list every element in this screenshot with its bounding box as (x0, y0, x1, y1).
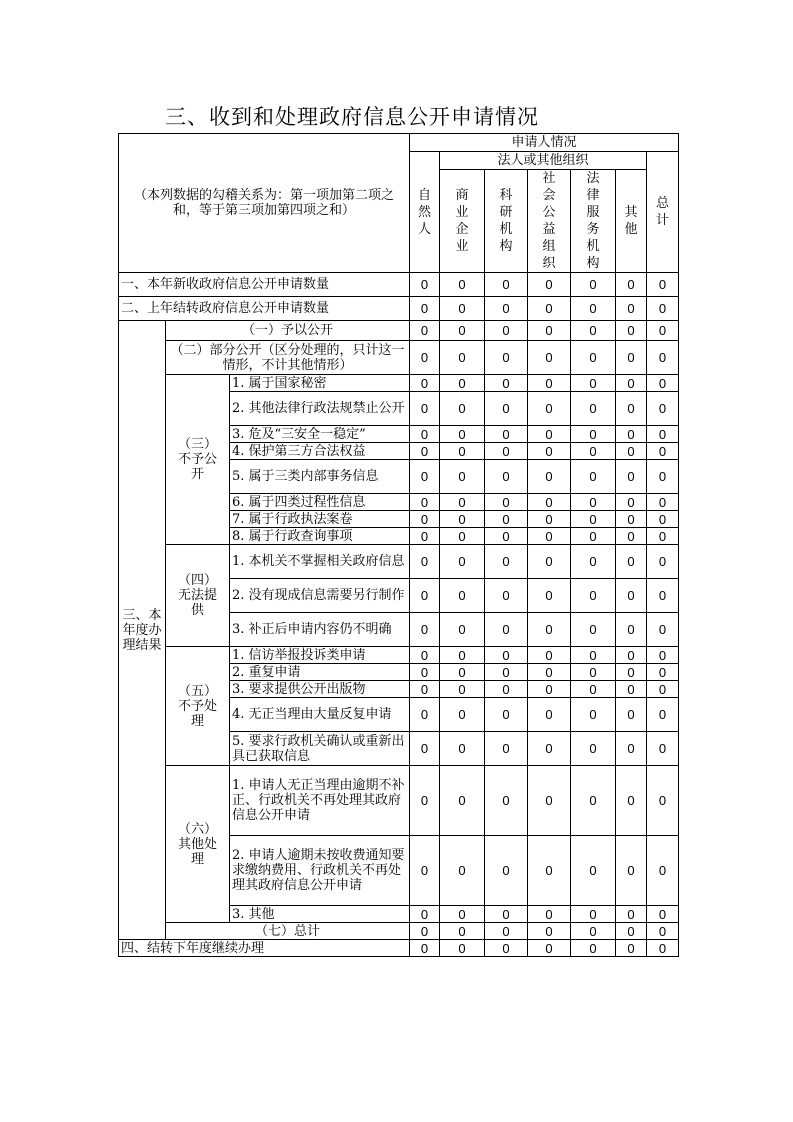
row-label: 5. 要求行政机关确认或重新出具已获取信息 (230, 732, 410, 766)
value-cell: 0 (647, 940, 679, 957)
value-cell: 0 (410, 273, 440, 297)
value-cell: 0 (528, 647, 571, 664)
value-cell: 0 (410, 426, 440, 443)
value-cell: 0 (410, 321, 440, 341)
value-cell: 0 (410, 613, 440, 647)
value-cell: 0 (485, 940, 528, 957)
header-col-natural: 自 然 人 (410, 152, 440, 273)
value-cell: 0 (616, 443, 647, 460)
value-cell: 0 (440, 836, 485, 906)
value-cell: 0 (410, 392, 440, 426)
value-cell: 0 (440, 460, 485, 494)
row-label: 3. 其他 (230, 906, 410, 923)
value-cell: 0 (616, 321, 647, 341)
value-cell: 0 (485, 836, 528, 906)
value-cell: 0 (647, 443, 679, 460)
value-cell: 0 (410, 940, 440, 957)
group-label: （四）无法提供 (166, 545, 230, 647)
value-cell: 0 (616, 375, 647, 392)
value-cell: 0 (616, 836, 647, 906)
value-cell: 0 (410, 545, 440, 579)
page-title: 三、收到和处理政府信息公开申请情况 (165, 105, 539, 129)
value-cell: 0 (571, 273, 616, 297)
row-label: 8. 属于行政查询事项 (230, 528, 410, 545)
value-cell: 0 (440, 375, 485, 392)
value-cell: 0 (647, 297, 679, 321)
value-cell: 0 (616, 613, 647, 647)
row-label: 1. 本机关不掌握相关政府信息 (230, 545, 410, 579)
value-cell: 0 (647, 664, 679, 681)
value-cell: 0 (528, 664, 571, 681)
value-cell: 0 (528, 297, 571, 321)
value-cell: 0 (485, 443, 528, 460)
table-row (119, 647, 679, 664)
value-cell: 0 (410, 836, 440, 906)
value-cell: 0 (410, 375, 440, 392)
value-cell: 0 (647, 923, 679, 940)
value-cell: 0 (616, 545, 647, 579)
value-cell: 0 (571, 443, 616, 460)
value-cell: 0 (410, 923, 440, 940)
value-cell: 0 (528, 613, 571, 647)
value-cell: 0 (410, 906, 440, 923)
table-row (119, 766, 679, 836)
row-label: 2. 重复申请 (230, 664, 410, 681)
value-cell: 0 (440, 494, 485, 511)
header-applicant-situation: 申请人情况 (410, 134, 679, 152)
value-cell: 0 (528, 375, 571, 392)
value-cell: 0 (616, 494, 647, 511)
value-cell: 0 (410, 297, 440, 321)
value-cell: 0 (571, 511, 616, 528)
value-cell: 0 (410, 681, 440, 698)
value-cell: 0 (647, 732, 679, 766)
value-cell: 0 (410, 443, 440, 460)
value-cell: 0 (528, 341, 571, 375)
value-cell: 0 (485, 321, 528, 341)
row-label: 二、上年结转政府信息公开申请数量 (119, 297, 410, 321)
table-row (119, 375, 679, 392)
value-cell: 0 (440, 273, 485, 297)
value-cell: 0 (647, 836, 679, 906)
applications-table (118, 133, 679, 957)
row-label: 四、结转下年度继续办理 (119, 940, 410, 957)
value-cell: 0 (528, 906, 571, 923)
value-cell: 0 (410, 341, 440, 375)
value-cell: 0 (440, 341, 485, 375)
row-label: 3. 补正后申请内容仍不明确 (230, 613, 410, 647)
value-cell: 0 (485, 494, 528, 511)
group-label: （六）其他处理 (166, 766, 230, 923)
header-col-total: 总 计 (647, 152, 679, 273)
row-label: 1. 申请人无正当理由逾期不补正、行政机关不再处理其政府信息公开申请 (230, 766, 410, 836)
value-cell: 0 (528, 940, 571, 957)
table-row (119, 341, 679, 375)
value-cell: 0 (616, 698, 647, 732)
value-cell: 0 (528, 511, 571, 528)
value-cell: 0 (440, 579, 485, 613)
value-cell: 0 (616, 511, 647, 528)
value-cell: 0 (647, 511, 679, 528)
value-cell: 0 (440, 613, 485, 647)
header-col-other: 其 他 (616, 170, 647, 273)
value-cell: 0 (647, 613, 679, 647)
table-row (119, 940, 679, 957)
row-label: 4. 无正当理由大量反复申请 (230, 698, 410, 732)
value-cell: 0 (616, 297, 647, 321)
value-cell: 0 (571, 297, 616, 321)
value-cell: 0 (647, 375, 679, 392)
value-cell: 0 (571, 579, 616, 613)
value-cell: 0 (647, 545, 679, 579)
value-cell: 0 (571, 426, 616, 443)
value-cell: 0 (440, 528, 485, 545)
value-cell: 0 (485, 392, 528, 426)
value-cell: 0 (571, 460, 616, 494)
value-cell: 0 (571, 664, 616, 681)
row-label: 2. 没有现成信息需要另行制作 (230, 579, 410, 613)
row-label: （二）部分公开（区分处理的，只计这一情形，不计其他情形） (166, 341, 410, 375)
value-cell: 0 (647, 766, 679, 836)
value-cell: 0 (528, 321, 571, 341)
table-row (119, 545, 679, 579)
value-cell: 0 (616, 341, 647, 375)
row-label: 7. 属于行政执法案卷 (230, 511, 410, 528)
value-cell: 0 (485, 732, 528, 766)
value-cell: 0 (571, 681, 616, 698)
value-cell: 0 (440, 681, 485, 698)
row-label: 5. 属于三类内部事务信息 (230, 460, 410, 494)
value-cell: 0 (571, 321, 616, 341)
value-cell: 0 (440, 940, 485, 957)
value-cell: 0 (410, 460, 440, 494)
value-cell: 0 (616, 273, 647, 297)
value-cell: 0 (440, 443, 485, 460)
value-cell: 0 (647, 647, 679, 664)
value-cell: 0 (485, 426, 528, 443)
value-cell: 0 (616, 647, 647, 664)
value-cell: 0 (440, 664, 485, 681)
value-cell: 0 (528, 443, 571, 460)
row-label: （一）予以公开 (166, 321, 410, 341)
value-cell: 0 (410, 664, 440, 681)
value-cell: 0 (485, 613, 528, 647)
value-cell: 0 (485, 511, 528, 528)
value-cell: 0 (528, 273, 571, 297)
value-cell: 0 (571, 494, 616, 511)
value-cell: 0 (616, 923, 647, 940)
value-cell: 0 (528, 426, 571, 443)
value-cell: 0 (440, 392, 485, 426)
value-cell: 0 (485, 460, 528, 494)
value-cell: 0 (485, 923, 528, 940)
value-cell: 0 (647, 681, 679, 698)
value-cell: 0 (410, 732, 440, 766)
row-label: 2. 申请人逾期未按收费通知要求缴纳费用、行政机关不再处理其政府信息公开申请 (230, 836, 410, 906)
value-cell: 0 (571, 698, 616, 732)
value-cell: 0 (410, 494, 440, 511)
row-label: 6. 属于四类过程性信息 (230, 494, 410, 511)
value-cell: 0 (616, 664, 647, 681)
value-cell: 0 (528, 460, 571, 494)
value-cell: 0 (571, 940, 616, 957)
value-cell: 0 (571, 613, 616, 647)
value-cell: 0 (647, 321, 679, 341)
value-cell: 0 (485, 579, 528, 613)
value-cell: 0 (528, 545, 571, 579)
value-cell: 0 (485, 664, 528, 681)
value-cell: 0 (647, 392, 679, 426)
value-cell: 0 (485, 341, 528, 375)
value-cell: 0 (571, 375, 616, 392)
value-cell: 0 (616, 528, 647, 545)
value-cell: 0 (571, 732, 616, 766)
value-cell: 0 (485, 297, 528, 321)
value-cell: 0 (528, 836, 571, 906)
header-col-social: 社 会 公 益 组 织 (528, 170, 571, 273)
value-cell: 0 (571, 906, 616, 923)
value-cell: 0 (647, 273, 679, 297)
table-row (119, 273, 679, 297)
value-cell: 0 (528, 923, 571, 940)
value-cell: 0 (571, 528, 616, 545)
value-cell: 0 (528, 698, 571, 732)
value-cell: 0 (485, 375, 528, 392)
value-cell: 0 (410, 698, 440, 732)
value-cell: 0 (571, 392, 616, 426)
row-label: 2. 其他法律行政法规禁止公开 (230, 392, 410, 426)
value-cell: 0 (571, 836, 616, 906)
value-cell: 0 (440, 511, 485, 528)
value-cell: 0 (647, 460, 679, 494)
value-cell: 0 (647, 579, 679, 613)
table-row (119, 297, 679, 321)
value-cell: 0 (528, 732, 571, 766)
value-cell: 0 (647, 494, 679, 511)
value-cell: 0 (616, 681, 647, 698)
value-cell: 0 (440, 297, 485, 321)
value-cell: 0 (440, 906, 485, 923)
value-cell: 0 (440, 698, 485, 732)
value-cell: 0 (410, 647, 440, 664)
value-cell: 0 (440, 647, 485, 664)
table-row (119, 923, 679, 940)
value-cell: 0 (647, 698, 679, 732)
value-cell: 0 (616, 906, 647, 923)
value-cell: 0 (410, 511, 440, 528)
value-cell: 0 (528, 528, 571, 545)
value-cell: 0 (485, 698, 528, 732)
value-cell: 0 (440, 545, 485, 579)
value-cell: 0 (616, 940, 647, 957)
value-cell: 0 (571, 341, 616, 375)
value-cell: 0 (647, 426, 679, 443)
value-cell: 0 (485, 545, 528, 579)
value-cell: 0 (485, 273, 528, 297)
header-col-legal-service: 法 律 服 务 机 构 (571, 170, 616, 273)
value-cell: 0 (440, 923, 485, 940)
value-cell: 0 (485, 766, 528, 836)
section3-label: 三、本年度办理结果 (119, 321, 166, 940)
value-cell: 0 (440, 766, 485, 836)
value-cell: 0 (485, 681, 528, 698)
value-cell: 0 (485, 906, 528, 923)
value-cell: 0 (616, 392, 647, 426)
row-label: （七）总计 (166, 923, 410, 940)
header-col-research: 科 研 机 构 (485, 170, 528, 273)
value-cell: 0 (571, 647, 616, 664)
value-cell: 0 (528, 766, 571, 836)
value-cell: 0 (440, 426, 485, 443)
row-label: 3. 要求提供公开出版物 (230, 681, 410, 698)
row-label: 1. 信访举报投诉类申请 (230, 647, 410, 664)
value-cell: 0 (647, 528, 679, 545)
value-cell: 0 (410, 579, 440, 613)
value-cell: 0 (440, 732, 485, 766)
value-cell: 0 (410, 528, 440, 545)
value-cell: 0 (410, 766, 440, 836)
value-cell: 0 (571, 766, 616, 836)
value-cell: 0 (571, 545, 616, 579)
value-cell: 0 (616, 426, 647, 443)
header-note: （本列数据的勾稽关系为：第一项加第二项之和，等于第三项加第四项之和） (119, 134, 410, 273)
row-label: 一、本年新收政府信息公开申请数量 (119, 273, 410, 297)
header-col-business: 商 业 企 业 (440, 170, 485, 273)
group-label: （三）不予公开 (166, 375, 230, 545)
value-cell: 0 (485, 528, 528, 545)
value-cell: 0 (647, 906, 679, 923)
row-label: 3. 危及“三安全一稳定” (230, 426, 410, 443)
row-label: 4. 保护第三方合法权益 (230, 443, 410, 460)
value-cell: 0 (647, 341, 679, 375)
table-row (119, 321, 679, 341)
value-cell: 0 (616, 460, 647, 494)
value-cell: 0 (571, 923, 616, 940)
header-legal-person-group: 法人或其他组织 (440, 152, 647, 170)
value-cell: 0 (440, 321, 485, 341)
row-label: 1. 属于国家秘密 (230, 375, 410, 392)
value-cell: 0 (616, 732, 647, 766)
value-cell: 0 (616, 579, 647, 613)
value-cell: 0 (528, 392, 571, 426)
group-label: （五）不予处理 (166, 647, 230, 766)
value-cell: 0 (528, 494, 571, 511)
value-cell: 0 (528, 579, 571, 613)
value-cell: 0 (485, 647, 528, 664)
value-cell: 0 (528, 681, 571, 698)
value-cell: 0 (616, 766, 647, 836)
